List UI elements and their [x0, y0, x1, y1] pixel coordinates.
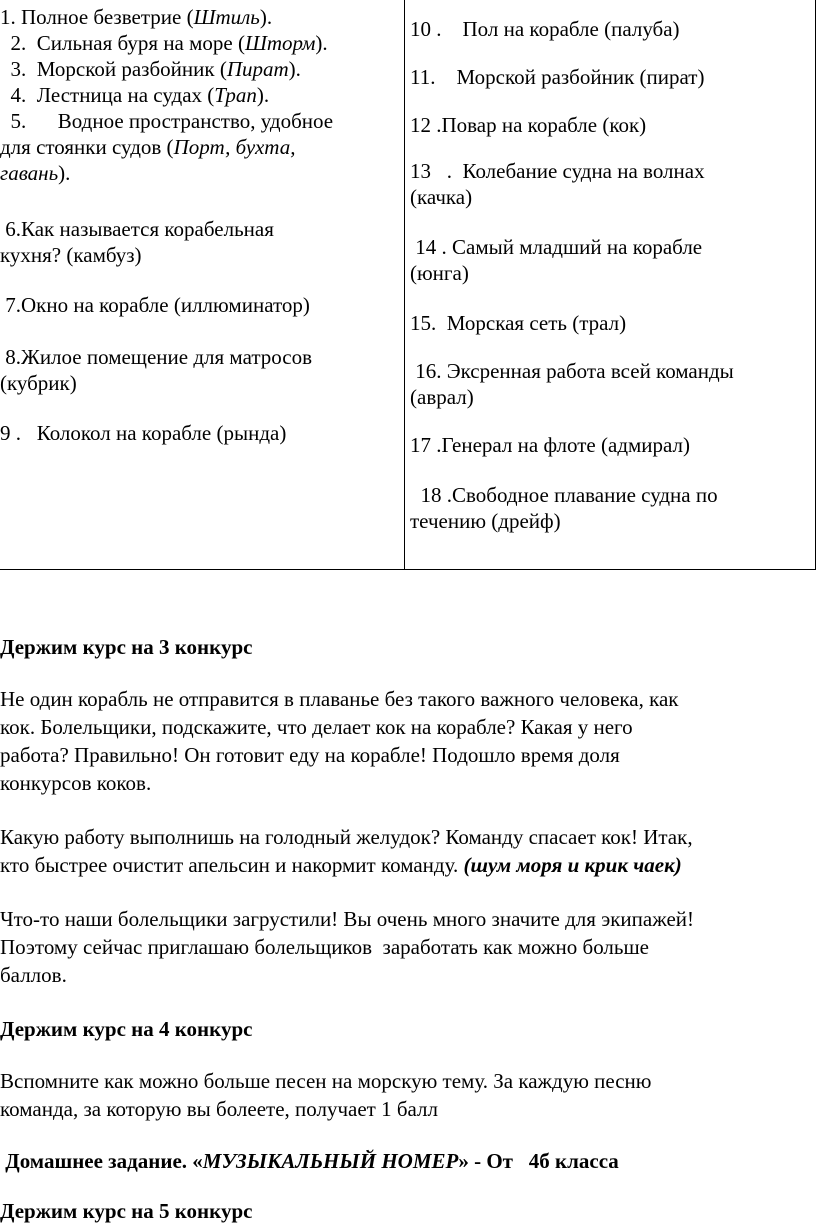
- paragraph-3-line-2: Поэтому сейчас приглашаю болельщиков заработать как можно больше: [0, 935, 649, 959]
- question-10: 10 . Пол на корабле (палуба): [410, 17, 680, 41]
- quiz-table: [0, 0, 816, 570]
- sound-effect-note: (шум моря и крик чаек): [463, 853, 682, 877]
- question-9: 9 . Колокол на корабле (рында): [0, 421, 287, 445]
- question-4: 4. Лестница на судах (Трап).: [0, 83, 270, 107]
- question-13-line-1: 13 . Колебание судна на волнах: [410, 159, 705, 183]
- paragraph-2-line-1: Какую работу выполнишь на голодный желудок? Команду спасает кок! Итак,: [0, 825, 693, 849]
- paragraph-2-line-2: кто быстрее очистит апельсин и накормит команду. (шум моря и крик чаек): [0, 853, 682, 877]
- paragraph-3-line-3: баллов.: [0, 963, 67, 987]
- question-16-line-2: (аврал): [410, 385, 474, 409]
- contest-5-heading: Держим курс на 5 конкурс: [0, 1199, 253, 1223]
- paragraph-1-line-2: кок. Болельщики, подскажите, что делает кок на корабле? Какая у него: [0, 715, 633, 739]
- question-15: 15. Морская сеть (трал): [410, 311, 627, 335]
- paragraph-1-line-3: работа? Правильно! Он готовит еду на корабле! Подошло время доля: [0, 743, 620, 767]
- question-1: 1. Полное безветрие (Штиль).: [0, 5, 273, 29]
- paragraph-1-line-1: Не один корабль не отправится в плаванье без такого важного человека, как: [0, 687, 679, 711]
- question-8-line-1: 8.Жилое помещение для матросов: [0, 345, 313, 369]
- paragraph-4-line-1: Вспомните как можно больше песен на морскую тему. За каждую песню: [0, 1069, 652, 1093]
- question-6-line-1: 6.Как называется корабельная: [0, 217, 274, 241]
- question-12: 12 .Повар на корабле (кок): [410, 113, 647, 137]
- question-18-line-2: течению (дрейф): [410, 509, 561, 533]
- question-14-line-2: (юнга): [410, 261, 469, 285]
- question-18-line-1: 18 .Свободное плавание судна по: [410, 483, 718, 507]
- question-14-line-1: 14 . Самый младший на корабле: [410, 235, 703, 259]
- question-5-line-1: 5. Водное пространство, удобное: [0, 109, 334, 133]
- table-column-divider: [404, 0, 405, 570]
- homework-line: Домашнее задание. «МУЗЫКАЛЬНЫЙ НОМЕР» - От 4б класса: [0, 1149, 619, 1173]
- question-2: 2. Сильная буря на море (Шторм).: [0, 31, 328, 55]
- contest-4-heading: Держим курс на 4 конкурс: [0, 1017, 253, 1041]
- question-8-line-2: (кубрик): [0, 371, 77, 395]
- question-17: 17 .Генерал на флоте (адмирал): [410, 433, 691, 457]
- question-16-line-1: 16. Эксренная работа всей команды: [410, 359, 734, 383]
- question-6-line-2: кухня? (камбуз): [0, 243, 142, 267]
- contest-3-heading: Держим курс на 3 конкурс: [0, 635, 253, 659]
- question-3: 3. Морской разбойник (Пират).: [0, 57, 301, 81]
- paragraph-4-line-2: команда, за которую вы болеете, получает 1 балл: [0, 1097, 439, 1121]
- paragraph-3-line-1: Что-то наши болельщики загрустили! Вы очень много значите для экипажей!: [0, 907, 694, 931]
- question-13-line-2: (качка): [410, 185, 473, 209]
- question-11: 11. Морской разбойник (пират): [410, 65, 705, 89]
- question-5-line-2: для стоянки судов (Порт, бухта,: [0, 135, 296, 159]
- paragraph-1-line-4: конкурсов коков.: [0, 771, 152, 795]
- question-7: 7.Окно на корабле (иллюминатор): [0, 293, 310, 317]
- question-5-line-3: гавань).: [0, 161, 71, 185]
